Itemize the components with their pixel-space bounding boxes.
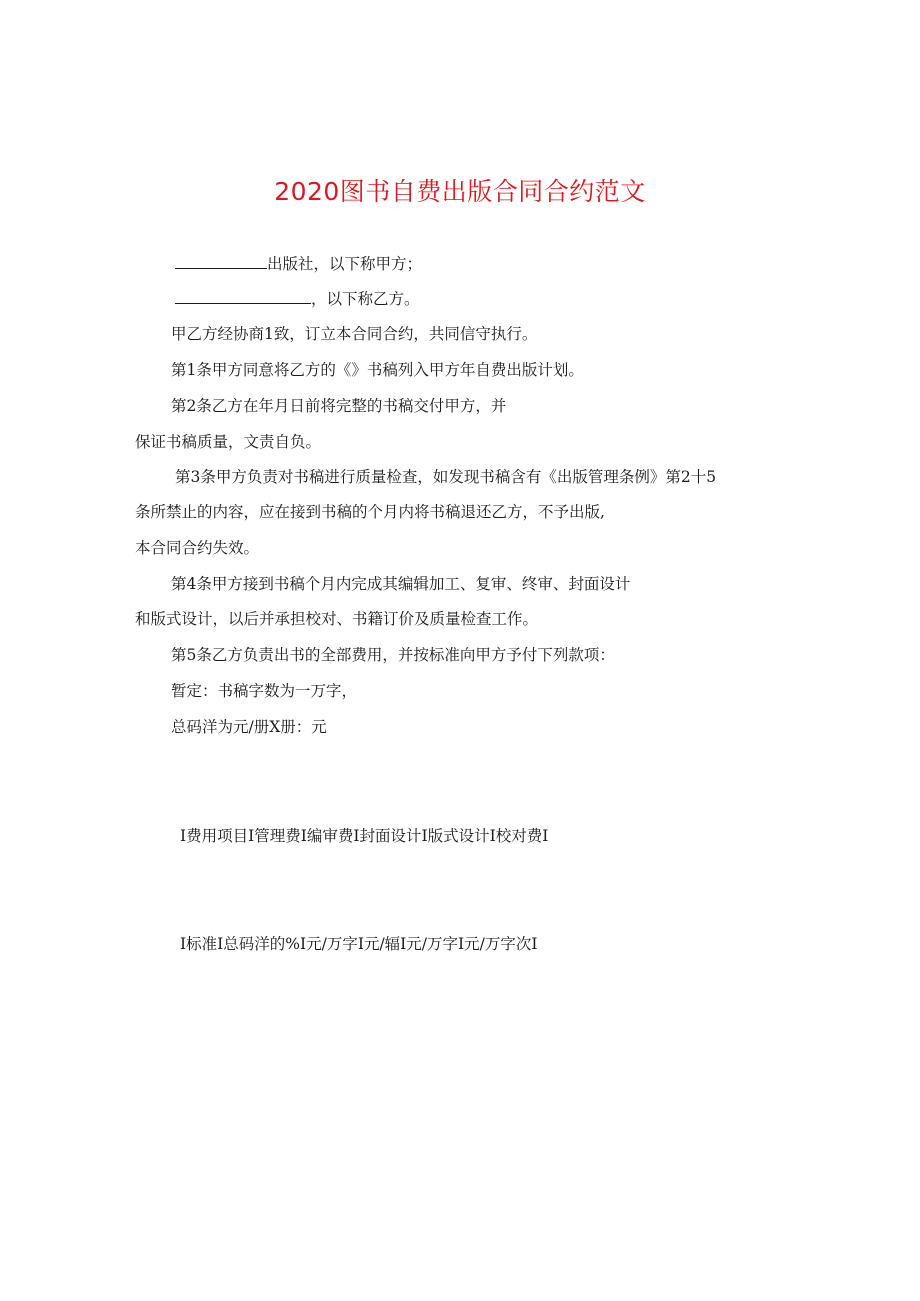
article-3-line-2: 条所禁止的内容，应在接到书稿的个月内将书稿退还乙方，不予出版,	[135, 503, 605, 521]
party-a-text: 出版社，以下称甲方；	[267, 255, 423, 273]
article-1: 第1条甲方同意将乙方的《》书稿列入甲方年自费出版计划。	[171, 361, 584, 379]
article-4-line-1: 第4条甲方接到书稿个月内完成其编辑加工、复审、终审、封面设计	[171, 575, 631, 593]
article-3-line-1: 第3条甲方负责对书稿进行质量检查，如发现书稿含有《出版管理条例》第2十5	[175, 468, 717, 486]
article-4-line-2: 和版式设计，以后并承担校对、书籍订价及质量检查工作。	[135, 610, 539, 628]
party-b-line	[175, 289, 420, 309]
article-5-line-3: 总码洋为元/册X册：元	[171, 718, 327, 736]
party-b-text: ，以下称乙方。	[311, 290, 420, 308]
article-3-line-3: 本合同合约失效。	[135, 539, 260, 557]
article-2-line-2: 保证书稿质量，文责自负。	[135, 433, 322, 451]
party-a-blank	[175, 254, 267, 269]
article-5-line-2: 暂定：书稿字数为一万字，	[171, 682, 358, 700]
document-title: 2020图书自费出版合同合约范文	[274, 177, 646, 206]
party-a-line	[175, 254, 422, 274]
fee-table-standard-row: I标准I总码洋的%I元/万字I元/辐I元/万字I元/万字次I	[180, 935, 538, 953]
party-b-blank	[175, 289, 311, 304]
fee-table-header-row: I费用项目I管理费I编审费I封面设计I版式设计I校对费I	[180, 827, 549, 845]
article-5-line-1: 第5条乙方负责出书的全部费用，并按标准向甲方予付下列款项：	[171, 646, 615, 664]
intro-paragraph: 甲乙方经协商1致，订立本合同合约，共同信守执行。	[171, 325, 538, 343]
article-2-line-1: 第2条乙方在年月日前将完整的书稿交付甲方，并	[171, 397, 507, 415]
